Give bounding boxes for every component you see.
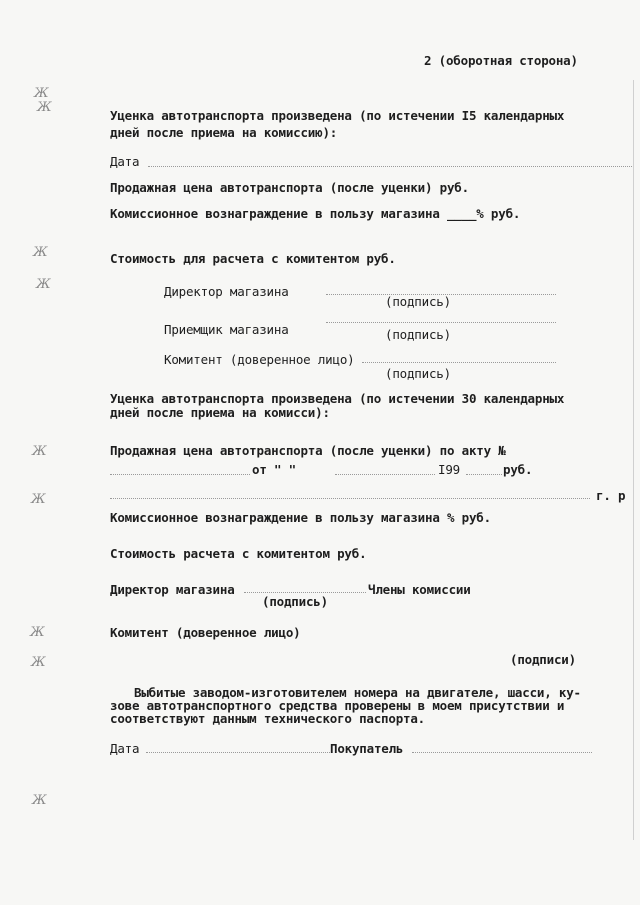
s2-price-words-field bbox=[110, 498, 590, 499]
page-edge-line bbox=[633, 80, 634, 840]
s3-text-line2: зове автотранспортного средства проверены в моем присутствии и bbox=[110, 698, 565, 713]
s2-rub: руб. bbox=[503, 462, 533, 477]
s3-text-line1: Выбитые заводом-изготовителем номера на двигателе, шасси, ку- bbox=[134, 685, 581, 700]
s1-text-line1: Уценка автотранспорта произведена (по истечении I5 календарных bbox=[110, 108, 565, 123]
page-label: 2 (оборотная сторона) bbox=[424, 53, 578, 68]
s1-consignor-signature-field bbox=[362, 362, 556, 363]
margin-mark: Ж bbox=[32, 444, 47, 459]
s1-commission: Комиссионное вознаграждение в пользу магазина ____% руб. bbox=[110, 206, 521, 221]
s2-director-label: Директор магазина bbox=[110, 582, 235, 597]
margin-mark: Ж bbox=[30, 625, 45, 640]
s3-buyer-label: Покупатель bbox=[330, 741, 404, 756]
s2-city: г. р bbox=[596, 488, 626, 503]
margin-mark: Ж bbox=[32, 793, 47, 808]
margin-mark: Ж bbox=[31, 492, 46, 507]
s3-date-label: Дата bbox=[110, 741, 140, 756]
s1-date-label: Дата bbox=[110, 154, 140, 169]
s2-settlement: Стоимость расчета с комитентом руб. bbox=[110, 546, 367, 561]
s2-act-date-field bbox=[335, 474, 435, 475]
s2-signatures-caption: (подписи) bbox=[510, 652, 576, 667]
s2-consignor-label: Комитент (доверенное лицо) bbox=[110, 625, 301, 640]
s1-signature-caption: (подпись) bbox=[385, 294, 451, 309]
s2-text-line2: дней после приема на комисси): bbox=[110, 405, 330, 420]
margin-mark: Ж bbox=[34, 86, 49, 101]
s1-signature-caption: (подпись) bbox=[385, 366, 451, 381]
s1-text-line2: дней после приема на комиссию): bbox=[110, 125, 338, 140]
s1-receiver-label: Приемщик магазина bbox=[164, 322, 289, 337]
s2-year: I99 bbox=[438, 462, 460, 477]
s3-date-field bbox=[146, 752, 332, 753]
margin-mark: Ж bbox=[36, 277, 51, 292]
s2-from: от " " bbox=[252, 462, 296, 477]
s2-act-number-field bbox=[110, 474, 250, 475]
s1-sale-price: Продажная цена автотранспорта (после уценки) руб. bbox=[110, 180, 469, 195]
s2-price-act: Продажная цена автотранспорта (после уценки) по акту № bbox=[110, 443, 506, 458]
s2-commission-members: Члены комиссии bbox=[368, 582, 471, 597]
s1-director-label: Директор магазина bbox=[164, 284, 289, 299]
s3-buyer-signature-field bbox=[412, 752, 592, 753]
margin-mark: Ж bbox=[33, 245, 48, 260]
s1-settlement: Стоимость для расчета с комитентом руб. bbox=[110, 251, 396, 266]
s1-date-field bbox=[148, 166, 632, 167]
s1-signature-caption: (подпись) bbox=[385, 327, 451, 342]
s2-signature-caption: (подпись) bbox=[262, 594, 328, 609]
margin-mark: Ж bbox=[31, 655, 46, 670]
margin-mark: Ж bbox=[37, 100, 52, 115]
s3-text-line3: соответствуют данным технического паспорта. bbox=[110, 711, 426, 726]
s2-year-field bbox=[466, 474, 502, 475]
s2-text-line1: Уценка автотранспорта произведена (по истечении 30 календарных bbox=[110, 391, 565, 406]
s2-director-signature-field bbox=[244, 592, 366, 593]
s2-commission: Комиссионное вознаграждение в пользу магазина % руб. bbox=[110, 510, 491, 525]
s1-receiver-signature-field bbox=[326, 322, 556, 323]
s1-consignor-label: Комитент (доверенное лицо) bbox=[164, 352, 355, 367]
